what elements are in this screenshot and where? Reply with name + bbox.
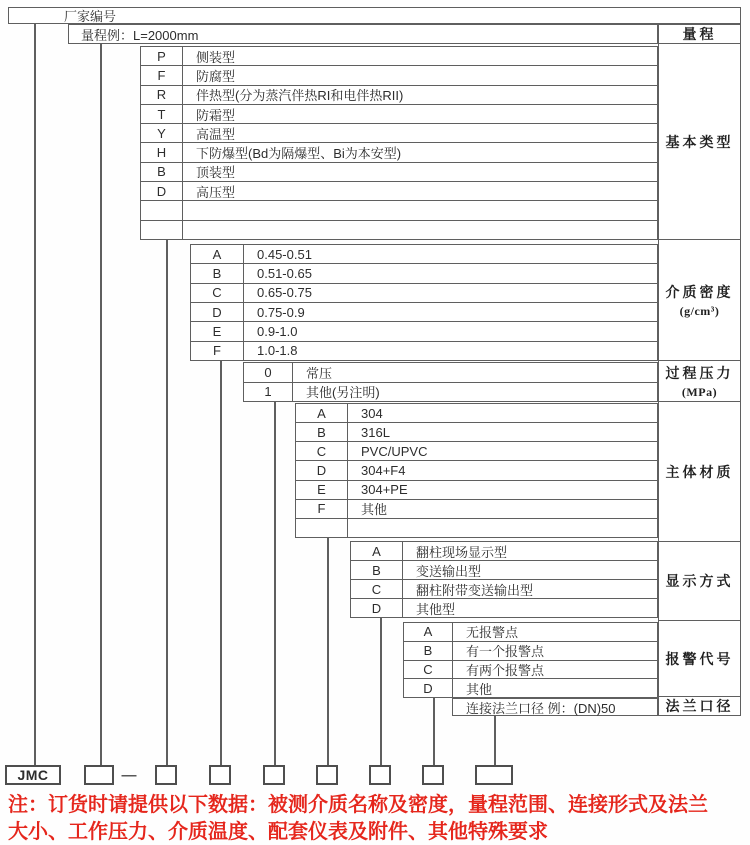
code-cell: D <box>296 461 348 479</box>
table-row <box>404 623 657 641</box>
side-label-pressure <box>658 361 741 402</box>
table-row <box>244 363 657 382</box>
description-cell: 有一个报警点 <box>466 644 545 660</box>
description-cell: 防霜型 <box>196 107 236 123</box>
table-row <box>296 499 657 518</box>
code-box-flange <box>475 765 513 785</box>
table-row <box>191 283 657 302</box>
table-row <box>141 47 657 65</box>
description-cell <box>348 519 657 537</box>
side-label-material <box>658 402 741 542</box>
description-cell: 其他型 <box>416 601 456 617</box>
table-row <box>351 542 657 560</box>
model-prefix-text: JMC <box>17 767 49 783</box>
code-cell: C <box>191 284 244 302</box>
manufacturer-number-label: 厂家编号 <box>64 9 117 24</box>
display-mode-table <box>350 541 658 618</box>
process-pressure-table <box>243 362 658 402</box>
table-row <box>141 85 657 104</box>
table-row <box>351 560 657 579</box>
description-cell: 有两个报警点 <box>466 662 545 678</box>
description-cell: 304 <box>361 405 383 421</box>
code-cell: 1 <box>244 383 293 402</box>
side-label-basic-type-text: 基本类型 <box>665 135 734 151</box>
description-cell: 0.65-0.75 <box>257 285 312 301</box>
description-cell: 316L <box>361 424 390 440</box>
code-cell <box>141 201 183 219</box>
description-cell: 常压 <box>306 365 333 381</box>
connector-line-flange <box>494 716 496 765</box>
table-row <box>191 302 657 321</box>
code-cell: 0 <box>244 363 293 382</box>
ordering-note-line1: 注：订货时请提供以下数据：被测介质名称及密度，量程范围、连接形式及法兰 <box>8 794 708 816</box>
description-cell: 下防爆型(Bd为隔爆型、Bi为本安型) <box>196 146 402 162</box>
side-label-range <box>658 24 741 44</box>
code-cell: R <box>141 86 183 104</box>
model-prefix-box <box>5 765 61 785</box>
code-cell: P <box>141 47 183 65</box>
description-cell: 其他 <box>361 502 388 518</box>
connector-line-density <box>220 361 222 765</box>
manufacturer-number-row <box>8 7 741 24</box>
description-cell: 高压型 <box>196 184 236 200</box>
description-cell: 顶装型 <box>196 165 236 181</box>
side-label-alarm-text: 报警代号 <box>665 652 734 668</box>
code-cell: F <box>191 342 244 360</box>
description-cell: 304+PE <box>361 482 408 498</box>
code-cell: F <box>141 66 183 84</box>
code-cell: B <box>351 561 403 579</box>
range-example-row <box>68 24 658 44</box>
flange-size-text: 连接法兰口径 例：(DN)50 <box>466 700 616 716</box>
description-cell: 0.9-1.0 <box>257 323 298 339</box>
table-row <box>404 641 657 660</box>
code-cell: D <box>141 182 183 200</box>
table-row <box>296 404 657 422</box>
code-box-alarm <box>422 765 444 785</box>
table-row <box>244 382 657 402</box>
code-cell: H <box>141 143 183 161</box>
code-cell: B <box>191 264 244 282</box>
alarm-code-table <box>403 622 658 698</box>
flange-size-row <box>452 698 658 716</box>
code-cell: A <box>351 542 403 560</box>
code-box-range <box>84 765 114 785</box>
range-example-label: 量程例：L=2000mm <box>81 27 199 43</box>
code-box-density <box>209 765 231 785</box>
side-label-alarm <box>658 621 741 697</box>
description-cell: 0.75-0.9 <box>257 304 305 320</box>
code-cell: B <box>296 423 348 441</box>
description-cell <box>183 221 657 239</box>
code-cell: A <box>191 245 244 263</box>
separator-dash: — <box>121 766 137 784</box>
table-row <box>141 220 657 239</box>
code-cell: D <box>351 599 403 617</box>
basic-type-table <box>140 46 658 240</box>
code-cell: D <box>404 679 453 697</box>
code-cell: A <box>296 404 348 422</box>
code-cell <box>296 519 348 537</box>
description-cell: 1.0-1.8 <box>257 343 298 359</box>
ordering-note <box>8 792 748 845</box>
table-row <box>404 678 657 697</box>
side-label-density-text: 介质密度 <box>665 285 734 301</box>
code-cell: E <box>191 322 244 340</box>
side-label-display-text: 显示方式 <box>665 575 734 590</box>
side-label-display <box>658 542 741 621</box>
table-row <box>296 480 657 499</box>
connector-line-pressure <box>274 402 276 765</box>
table-row <box>296 422 657 441</box>
code-cell: Y <box>141 124 183 142</box>
table-row <box>141 162 657 181</box>
code-cell: A <box>404 623 453 641</box>
body-material-table <box>295 403 658 538</box>
table-row <box>191 341 657 360</box>
side-label-material-text: 主体材质 <box>665 465 734 481</box>
code-cell: E <box>296 481 348 499</box>
table-row <box>141 123 657 142</box>
description-cell: PVC/UPVC <box>361 443 428 459</box>
code-cell: D <box>191 303 244 321</box>
side-label-density <box>658 240 741 361</box>
connector-line-basic-type <box>166 240 168 765</box>
table-row <box>191 245 657 263</box>
table-row <box>351 579 657 598</box>
description-cell: 翻柱附带变送输出型 <box>416 582 534 598</box>
code-cell: C <box>404 661 453 679</box>
code-box-display <box>369 765 391 785</box>
table-row <box>296 518 657 537</box>
description-cell: 高温型 <box>196 126 236 142</box>
connector-line-material <box>327 538 329 765</box>
code-cell: B <box>141 163 183 181</box>
code-cell: B <box>404 642 453 660</box>
description-cell: 304+F4 <box>361 462 406 478</box>
table-row <box>351 598 657 617</box>
description-cell: 伴热型(分为蒸汽伴热RI和电伴热RII) <box>196 88 404 104</box>
code-cell: C <box>296 442 348 460</box>
connector-line-display <box>380 618 382 765</box>
description-cell: 其他(另注明) <box>306 385 380 401</box>
connector-line-alarm <box>433 698 435 765</box>
description-cell: 0.51-0.65 <box>257 265 312 281</box>
table-row <box>141 181 657 200</box>
table-row <box>141 200 657 219</box>
description-cell: 翻柱现场显示型 <box>416 544 508 560</box>
description-cell: 无报警点 <box>466 625 519 641</box>
connector-line-range <box>100 44 102 765</box>
table-row <box>141 104 657 123</box>
table-row <box>404 660 657 679</box>
description-cell: 侧装型 <box>196 49 236 65</box>
table-row <box>191 263 657 282</box>
side-label-density-unit: (g/cm³) <box>679 303 720 318</box>
side-label-basic-type <box>658 44 741 240</box>
table-row <box>191 321 657 340</box>
code-box-pressure <box>263 765 285 785</box>
table-row <box>296 460 657 479</box>
code-cell: F <box>296 500 348 518</box>
table-row <box>296 441 657 460</box>
side-label-flange <box>658 697 741 716</box>
table-row <box>141 65 657 84</box>
description-cell: 变送输出型 <box>416 563 482 579</box>
description-cell: 防腐型 <box>196 68 236 84</box>
code-box-basic-type <box>155 765 177 785</box>
side-label-range-text: 量程 <box>682 28 717 43</box>
ordering-note-line2: 大小、工作压力、介质温度、配套仪表及附件、其他特殊要求 <box>8 821 548 843</box>
description-cell: 0.45-0.51 <box>257 246 312 262</box>
code-cell <box>141 221 183 239</box>
side-label-pressure-unit: (MPa) <box>681 384 718 399</box>
description-cell: 其他 <box>466 681 493 697</box>
code-cell: C <box>351 580 403 598</box>
medium-density-table <box>190 244 658 361</box>
connector-line-manufacturer <box>34 24 36 765</box>
side-label-pressure-text: 过程压力 <box>665 366 734 382</box>
table-row <box>141 142 657 161</box>
code-cell: T <box>141 105 183 123</box>
code-box-material <box>316 765 338 785</box>
description-cell <box>183 201 657 219</box>
side-label-flange-text: 法兰口径 <box>665 700 734 715</box>
